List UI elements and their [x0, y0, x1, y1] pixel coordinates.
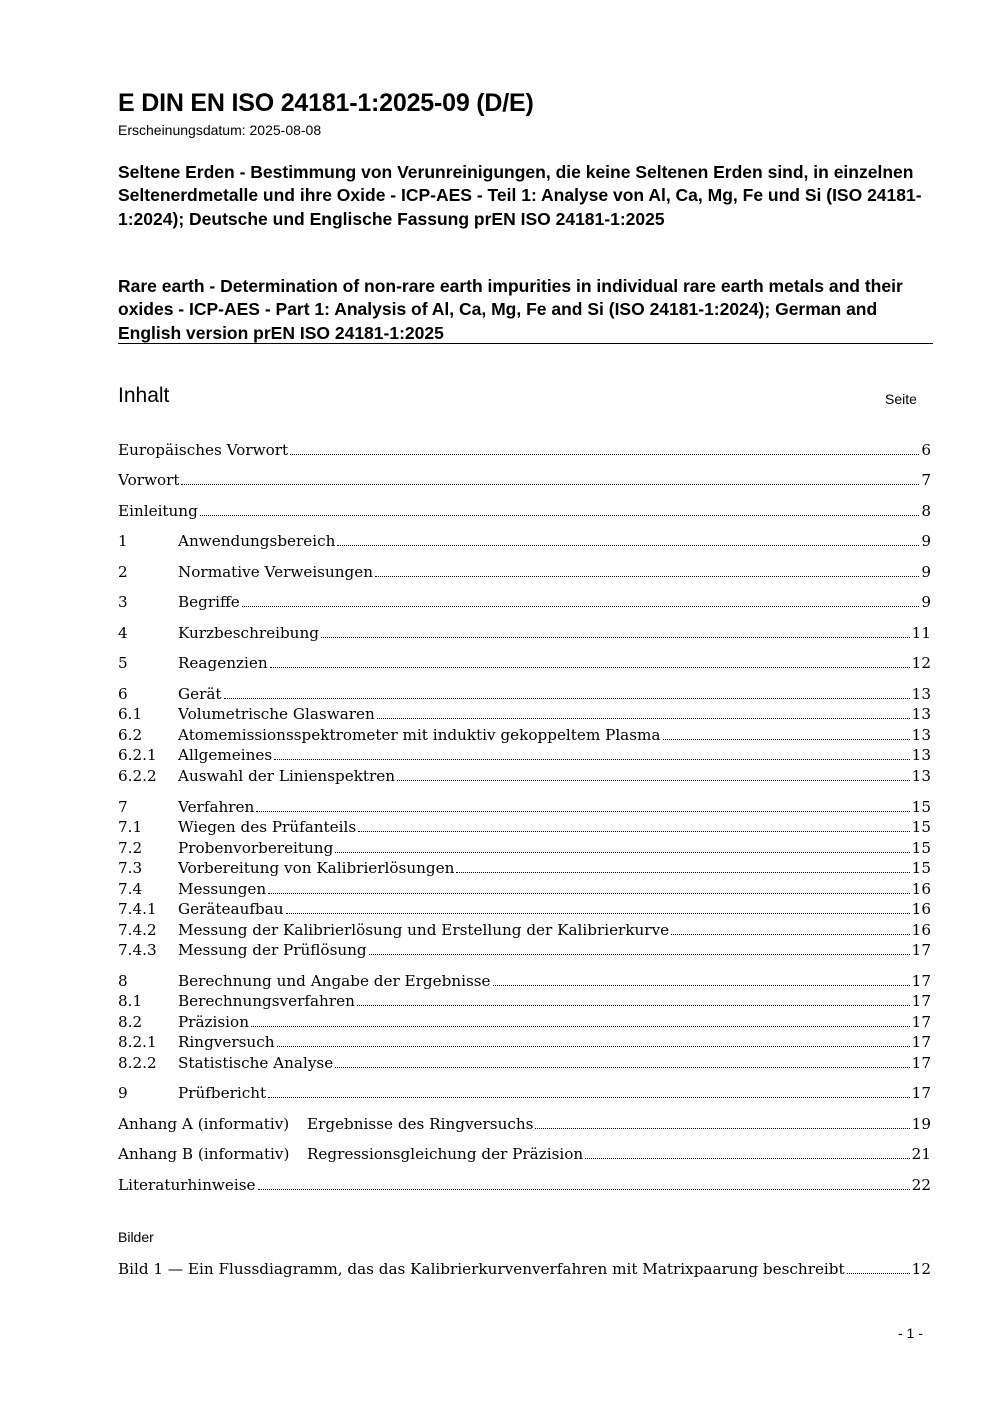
toc-entry[interactable] — [118, 745, 931, 765]
toc-entry-title: Ergebnisse des Ringversuchs — [307, 1115, 534, 1133]
toc-entry-number: 6.2.1 — [118, 746, 157, 764]
toc-dot-leader — [268, 893, 909, 894]
toc-entry-page: 17 — [911, 1033, 931, 1051]
toc-entry-page: 13 — [911, 767, 931, 785]
toc-page-column-label: Seite — [885, 391, 917, 407]
toc-dot-leader — [270, 667, 910, 668]
toc-entry-page: 12 — [911, 654, 931, 672]
toc-dot-leader — [242, 606, 920, 607]
toc-entry-number: 7.4 — [118, 880, 143, 898]
toc-entry-number: Anhang A (informativ) — [118, 1115, 290, 1133]
toc-entry-page: 15 — [911, 818, 931, 836]
toc-entry-number: 8 — [118, 972, 128, 990]
figure-entry-page: 12 — [911, 1260, 931, 1278]
toc-entry-number: 4 — [118, 624, 128, 642]
toc-entry[interactable] — [118, 1083, 931, 1103]
toc-entry-page: 16 — [911, 880, 931, 898]
toc-entry-page: 16 — [911, 900, 931, 918]
toc-entry[interactable] — [118, 1175, 931, 1195]
toc-entry-title: Präzision — [178, 1013, 249, 1031]
toc-entry-title: Reagenzien — [178, 654, 268, 672]
toc-entry[interactable] — [118, 858, 931, 878]
toc-entry-number: 3 — [118, 593, 128, 611]
toc-entry[interactable] — [118, 838, 931, 858]
title-english: Rare earth - Determination of non-rare earth impurities in individual rare earth metals and their oxides - ICP-AES - Part 1: Analysis of Al, Ca, Mg, Fe and Si (ISO 24181-1:2024); German and English version prEN ISO 24181-1:2025 — [118, 276, 903, 343]
toc-entry-number: 8.1 — [118, 992, 143, 1010]
toc-dot-leader — [535, 1128, 909, 1129]
toc-entry-title: Gerät — [178, 685, 222, 703]
toc-dot-leader — [397, 780, 910, 781]
toc-entry-page: 13 — [911, 685, 931, 703]
toc-dot-leader — [337, 545, 919, 546]
toc-entry[interactable] — [118, 470, 931, 490]
toc-entry-number: 8.2.2 — [118, 1054, 157, 1072]
toc-entry-number: 9 — [118, 1084, 128, 1102]
figure-dot-leader — [847, 1273, 910, 1274]
toc-entry-title: Allgemeines — [178, 746, 273, 764]
toc-entry-page: 8 — [921, 502, 931, 520]
toc-entry[interactable] — [118, 899, 931, 919]
toc-entry[interactable] — [118, 1012, 931, 1032]
toc-entry[interactable] — [118, 797, 931, 817]
toc-dot-leader — [375, 576, 919, 577]
toc-entry[interactable] — [118, 562, 931, 582]
toc-entry-title: Vorbereitung von Kalibrierlösungen — [178, 859, 455, 877]
toc-dot-leader — [200, 515, 920, 516]
toc-entry-title: Volumetrische Glaswaren — [178, 705, 375, 723]
publication-date: Erscheinungsdatum: 2025-08-08 — [118, 122, 322, 138]
toc-entry-page: 17 — [911, 972, 931, 990]
toc-heading: Inhalt — [118, 384, 170, 407]
figure-entry-title: Bild 1 — Ein Flussdiagramm, das das Kalibrierkurvenverfahren mit Matrixpaarung beschreibt — [118, 1260, 845, 1278]
toc-entry-number: 7.1 — [118, 818, 143, 836]
toc-entry-number: 8.2 — [118, 1013, 143, 1031]
toc-entry[interactable] — [118, 684, 931, 704]
toc-entry-page: 19 — [911, 1115, 931, 1133]
toc-entry[interactable] — [118, 653, 931, 673]
toc-dot-leader — [493, 985, 910, 986]
toc-entry-page: 21 — [911, 1145, 931, 1163]
toc-entry-title: Atomemissionsspektrometer mit induktiv gekoppeltem Plasma — [178, 726, 661, 744]
toc-entry-page: 17 — [911, 1054, 931, 1072]
toc-entry-number: 5 — [118, 654, 128, 672]
title-divider — [118, 343, 933, 344]
toc-entry-title: Probenvorbereitung — [178, 839, 334, 857]
toc-entry-page: 9 — [921, 532, 931, 550]
toc-entry-page: 13 — [911, 746, 931, 764]
toc-entry-number: 6 — [118, 685, 128, 703]
toc-entry-title: Messung der Prüflösung — [178, 941, 367, 959]
toc-entry-number: 6.2 — [118, 726, 143, 744]
toc-entry[interactable] — [118, 971, 931, 991]
toc-entry-title: Statistische Analyse — [178, 1054, 334, 1072]
toc-entry-page: 22 — [911, 1176, 931, 1194]
toc-entry-title: Messung der Kalibrierlösung und Erstellung der Kalibrierkurve — [178, 921, 670, 939]
toc-entry-title: Messungen — [178, 880, 267, 898]
title-german: Seltene Erden - Bestimmung von Verunreinigungen, die keine Seltenen Erden sind, in einzelnen Seltenerdmetalle und ihre Oxide - ICP-AES - Teil 1: Analyse von Al, Ca, Mg, Fe und Si (ISO 24181-1:2024); Deutsche und Englische Fassung prEN ISO 24181-1:2025 — [118, 162, 922, 229]
toc-entry-title: Einleitung — [118, 502, 198, 520]
toc-entry[interactable] — [118, 531, 931, 551]
toc-entry-title: Kurzbeschreibung — [178, 624, 319, 642]
toc-entry-title: Wiegen des Prüfanteils — [178, 818, 357, 836]
toc-entry-page: 7 — [921, 471, 931, 489]
toc-entry[interactable] — [118, 440, 931, 460]
toc-entry-page: 15 — [911, 859, 931, 877]
toc-dot-leader — [357, 1005, 910, 1006]
toc-dot-leader — [671, 934, 910, 935]
toc-entry-title: Berechnung und Angabe der Ergebnisse — [178, 972, 491, 990]
toc-dot-leader — [268, 1097, 910, 1098]
toc-entry-number: 6.2.2 — [118, 767, 157, 785]
figure-entry[interactable] — [118, 1259, 931, 1279]
toc-entry-number: Anhang B (informativ) — [118, 1145, 290, 1163]
document-number: E DIN EN ISO 24181-1:2025-09 (D/E) — [118, 89, 534, 117]
toc-entry-page: 15 — [911, 798, 931, 816]
toc-entry-page: 17 — [911, 992, 931, 1010]
toc-dot-leader — [335, 1067, 909, 1068]
toc-dot-leader — [377, 718, 910, 719]
toc-entry-number: 7.2 — [118, 839, 143, 857]
toc-entry-page: 13 — [911, 726, 931, 744]
toc-entry-page: 6 — [921, 441, 931, 459]
toc-dot-leader — [290, 454, 919, 455]
toc-entry-page: 17 — [911, 1084, 931, 1102]
toc-dot-leader — [181, 484, 919, 485]
toc-entry[interactable] — [118, 704, 931, 724]
toc-entry-title: Anwendungsbereich — [178, 532, 336, 550]
toc-dot-leader — [663, 739, 910, 740]
toc-entry-number: 7.4.1 — [118, 900, 157, 918]
toc-entry[interactable] — [118, 920, 931, 940]
toc-entry-title: Verfahren — [178, 798, 255, 816]
toc-entry[interactable] — [118, 991, 931, 1011]
toc-entry-number: 7.3 — [118, 859, 143, 877]
toc-entry-page: 17 — [911, 1013, 931, 1031]
toc-entry[interactable] — [118, 623, 931, 643]
toc-entry-title: Geräteaufbau — [178, 900, 284, 918]
toc-entry[interactable] — [118, 1053, 931, 1073]
toc-entry-title: Prüfbericht — [178, 1084, 267, 1102]
toc-entry-title: Begriffe — [178, 593, 240, 611]
toc-dot-leader — [321, 637, 910, 638]
toc-entry-title: Europäisches Vorwort — [118, 441, 289, 459]
toc-entry-number: 7 — [118, 798, 128, 816]
toc-entry-title: Auswahl der Linienspektren — [178, 767, 396, 785]
toc-dot-leader — [358, 831, 910, 832]
toc-entry[interactable] — [118, 1144, 931, 1164]
toc-entry-title: Normative Verweisungen — [178, 563, 374, 581]
toc-entry-number: 6.1 — [118, 705, 143, 723]
toc-entry-number: 7.4.2 — [118, 921, 157, 939]
toc-dot-leader — [286, 913, 910, 914]
toc-dot-leader — [251, 1026, 910, 1027]
figures-heading: Bilder — [118, 1229, 154, 1245]
toc-entry-page: 9 — [921, 563, 931, 581]
toc-dot-leader — [585, 1158, 910, 1159]
toc-entry-number: 7.4.3 — [118, 941, 157, 959]
toc-entry-title: Literaturhinweise — [118, 1176, 256, 1194]
toc-entry-page: 16 — [911, 921, 931, 939]
toc-entry-page: 13 — [911, 705, 931, 723]
toc-entry-page: 9 — [921, 593, 931, 611]
toc-entry[interactable] — [118, 879, 931, 899]
toc-entry[interactable] — [118, 940, 931, 960]
toc-entry[interactable] — [118, 592, 931, 612]
toc-entry-title: Vorwort — [118, 471, 180, 489]
toc-entry[interactable] — [118, 1032, 931, 1052]
toc-dot-leader — [456, 872, 909, 873]
toc-entry-number: 8.2.1 — [118, 1033, 157, 1051]
page-number: - 1 - — [898, 1325, 923, 1341]
toc-entry-title: Regressionsgleichung der Präzision — [307, 1145, 584, 1163]
toc-entry[interactable] — [118, 501, 931, 521]
toc-entry-number: 1 — [118, 532, 128, 550]
toc-dot-leader — [335, 852, 909, 853]
toc-dot-leader — [369, 954, 910, 955]
toc-dot-leader — [224, 698, 910, 699]
toc-dot-leader — [274, 759, 909, 760]
toc-entry-number: 2 — [118, 563, 128, 581]
toc-entry-page: 17 — [911, 941, 931, 959]
toc-entry[interactable] — [118, 725, 931, 745]
toc-dot-leader — [277, 1046, 910, 1047]
toc-dot-leader — [256, 811, 909, 812]
toc-entry[interactable] — [118, 766, 931, 786]
toc-entry-title: Berechnungsverfahren — [178, 992, 355, 1010]
toc-entry[interactable] — [118, 1114, 931, 1134]
toc-entry-title: Ringversuch — [178, 1033, 275, 1051]
toc-dot-leader — [258, 1189, 910, 1190]
toc-entry-page: 11 — [911, 624, 931, 642]
toc-entry[interactable] — [118, 817, 931, 837]
toc-entry-page: 15 — [911, 839, 931, 857]
